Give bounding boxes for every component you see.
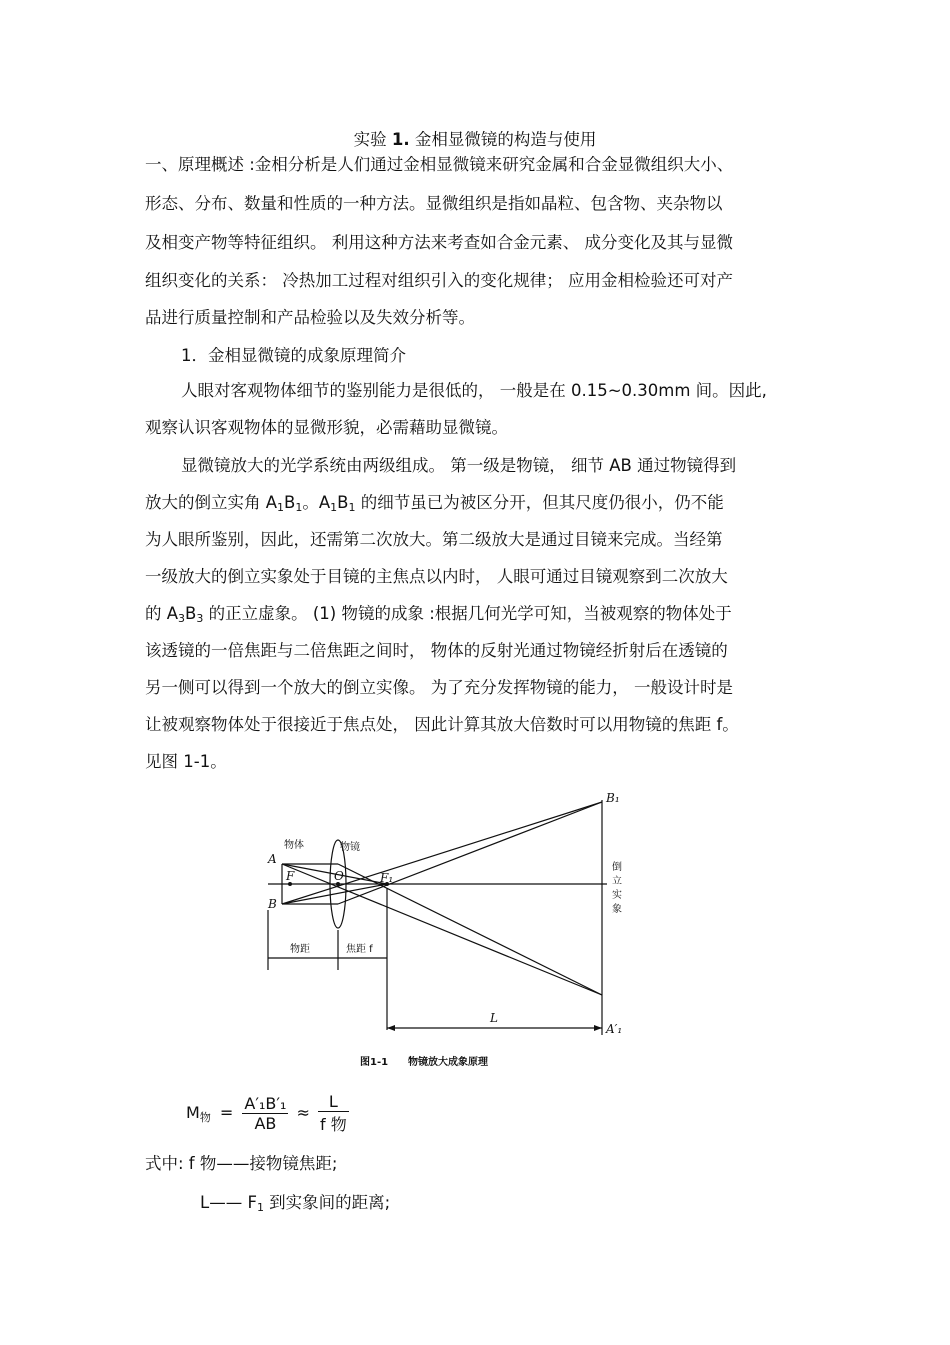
para-line: 为人眼所鉴别，因此，还需第二次放大。第二级放大是通过目镜来完成。当经第 [145, 530, 723, 549]
para-line: 让被观察物体处于很接近于焦点处， 因此计算其放大倍数时可以用物镜的焦距 f。 [145, 715, 739, 734]
para-line: 及相变产物等特征组织。 利用这种方法来考查如合金元素、 成分变化及其与显微 [145, 233, 733, 252]
label-a: A [268, 852, 277, 866]
para-line: 显微镜放大的光学系统由两级组成。 第一级是物镜， 细节 AB 通过物镜得到 [181, 456, 737, 475]
figure-caption-text: 物镜放大成象原理 [408, 1057, 488, 1068]
label-o: O [334, 869, 344, 883]
subsection-heading: 1．金相显微镜的成象原理简介 [181, 346, 406, 365]
notes-line: 式中: f 物——接物镜焦距; [145, 1154, 338, 1173]
fraction-2: $\frac{L}{\text{f 物}}$ [320, 1092, 347, 1134]
para-line: 形态、分布、数量和性质的一种方法。显微组织是指如晶粒、包含物、夹杂物以 [145, 194, 723, 213]
label-focal-length: 焦距 f [346, 944, 373, 955]
para-line: 一、原理概述 :金相分析是人们通过金相显微镜来研究金属和合金显微组织大小、 [145, 155, 734, 174]
label-object: 物体 [284, 840, 304, 851]
label-image-2: 立 [612, 876, 622, 887]
para-line: 观察认识客观物体的显微形貌，必需藉助显微镜。 [145, 418, 508, 437]
fraction-1: $\frac{\text{A′₁B′₁}}{AB}$ [244, 1094, 287, 1133]
label-object-distance: 物距 [290, 944, 310, 955]
para-line: 该透镜的一倍焦距与二倍焦距之间时， 物体的反射光通过物镜经折射后在透镜的 [145, 641, 728, 660]
para-line: 见图 1-1。 [145, 752, 227, 771]
page-title: 实验 1. 金相显微镜的构造与使用 [353, 130, 597, 149]
para-line: 另一侧可以得到一个放大的倒立实像。 为了充分发挥物镜的能力， 一般设计时是 [145, 678, 733, 697]
para-line: 品进行质量控制和产品检验以及失效分析等。 [145, 308, 475, 327]
label-a1: A′₁ [606, 1022, 622, 1036]
label-b: B [268, 897, 277, 911]
notes-line: L—— $F_1$ 到实象间的距离; [200, 1193, 391, 1214]
para-line: 一级放大的倒立实象处于目镜的主焦点以内时， 人眼可通过目镜观察到二次放大 [145, 567, 728, 586]
para-line: 放大的倒立实角 $A_1B_1$。$A_1B_1$ 的细节虽已为被区分开，但其尺度仍很小，仍不能 [145, 493, 724, 514]
label-f1: F₁ [380, 871, 394, 885]
para-line: 的 $A_3B_3$ 的正立虚象。 (1) 物镜的成象 :根据几何光学可知，当被观察的物体处于 [145, 604, 732, 625]
label-l: L [490, 1011, 498, 1025]
label-image-4: 象 [612, 904, 622, 915]
label-image-1: 倒 [612, 862, 622, 873]
label-image-3: 实 [612, 890, 622, 901]
label-lens: 物镜 [340, 842, 360, 853]
label-b1: B₁ [606, 791, 620, 805]
para-line: 人眼对客观物体细节的鉴别能力是很低的， 一般是在 0.15~0.30mm 间。因此, [181, 381, 767, 400]
figure-objective-imaging [262, 790, 622, 1085]
label-f: F [286, 869, 295, 883]
magnification-formula: $M_物$ = $\frac{\text{A′₁B′₁}}{AB}$ ≈ $\frac{L}{\text{f 物}}$ [186, 1092, 347, 1134]
para-line: 组织变化的关系： 冷热加工过程对组织引入的变化规律； 应用金相检验还可对产 [145, 271, 733, 290]
figure-caption-num: 图1-1 [360, 1057, 389, 1068]
